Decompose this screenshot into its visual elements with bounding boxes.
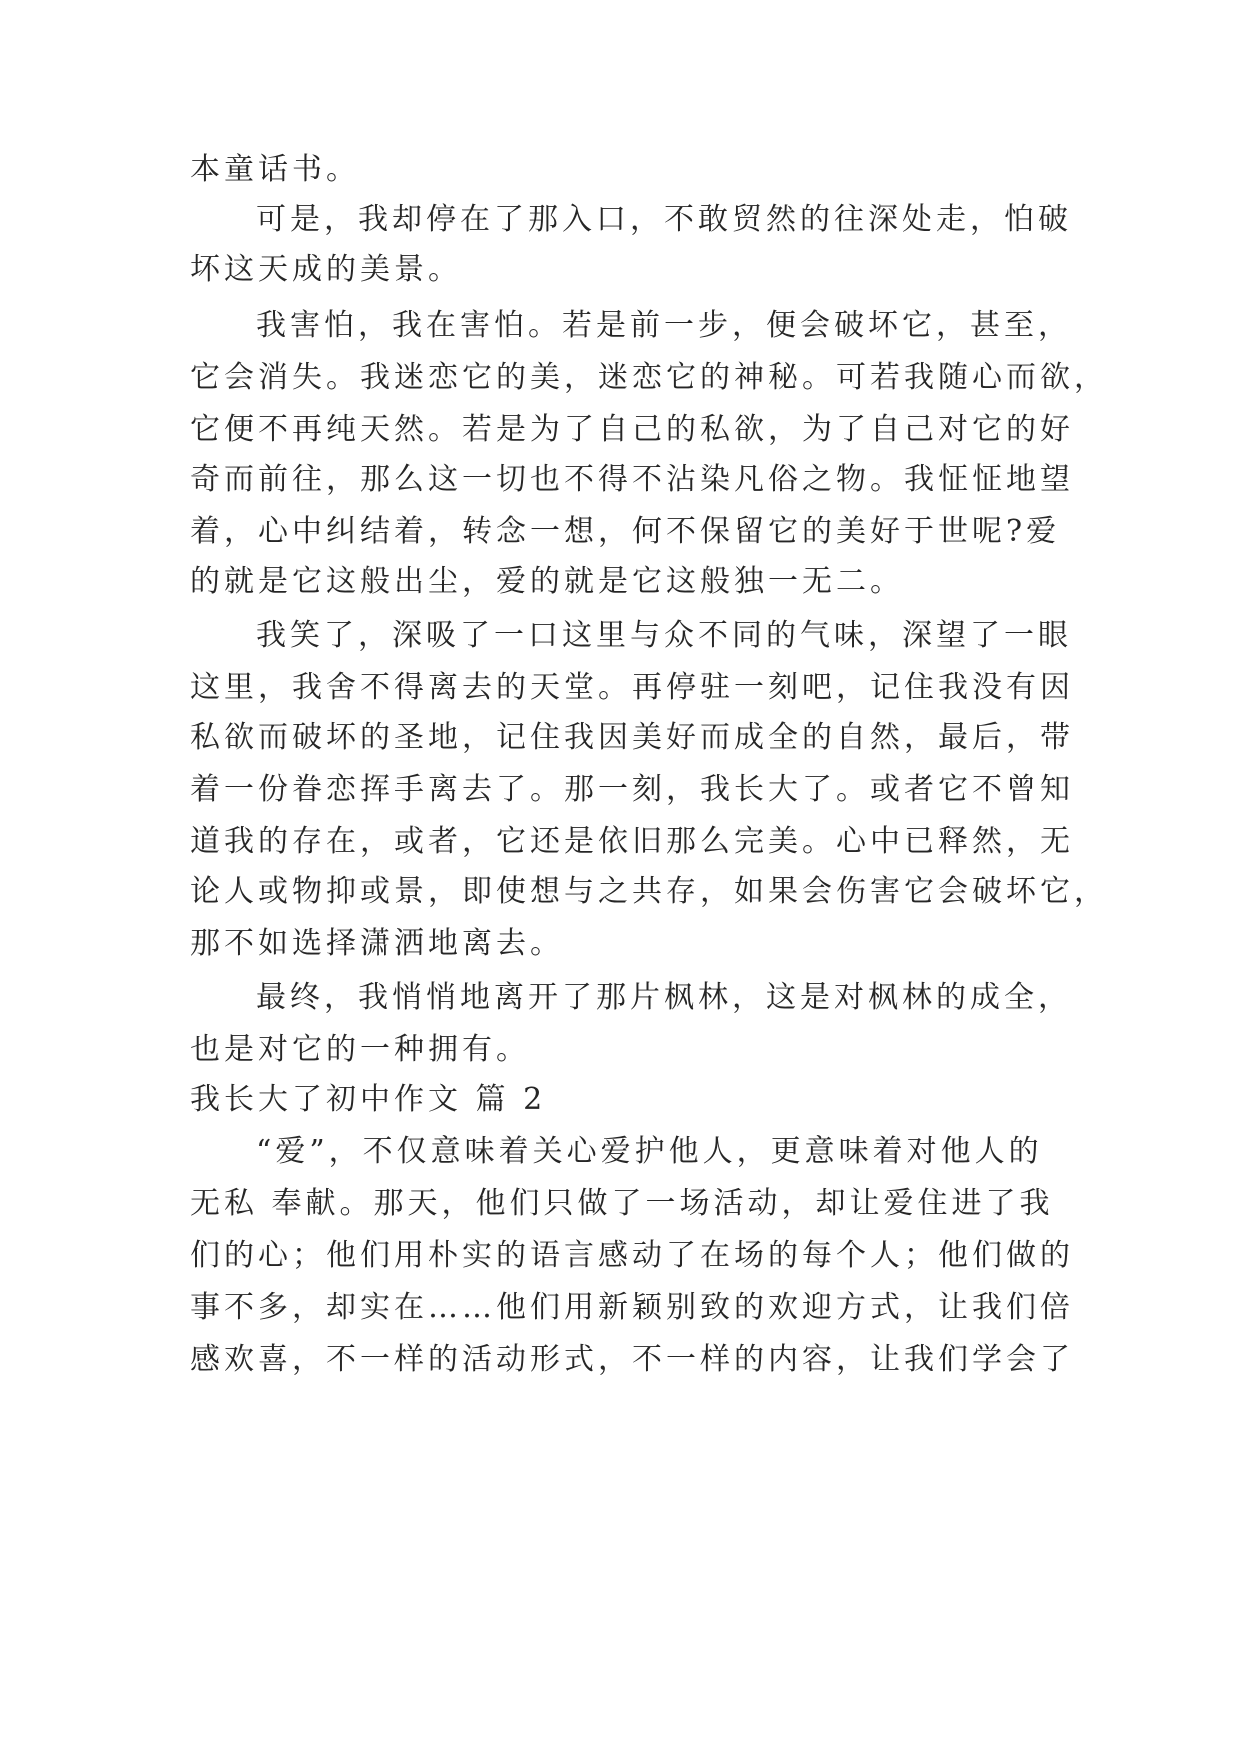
text-line: 它便不再纯天然。若是为了自己的私欲，为了自己对它的好	[190, 412, 1074, 447]
text-line: 着，心中纠结着，转念一想，何不保留它的美好于世呢?爱	[190, 514, 1061, 549]
text-line: 奇而前往，那么这一切也不得不沾染凡俗之物。我怔怔地望	[190, 462, 1074, 497]
paragraph-start-line: 可是，我却停在了那入口，不敢贸然的往深处走，怕破	[256, 202, 1072, 237]
text-line: 这里，我舍不得离去的天堂。再停驻一刻吧，记住我没有因	[190, 670, 1074, 705]
paragraph-start-line: 我笑了，深吸了一口这里与众不同的气味，深望了一眼	[256, 618, 1072, 653]
text-line: 论人或物抑或景，即使想与之共存，如果会伤害它会破坏它，	[190, 874, 1108, 909]
section-heading: 我长大了初中作文 篇 2	[190, 1082, 547, 1117]
text-line: 无私 奉献。那天，他们只做了一场活动，却让爱住进了我	[190, 1186, 1054, 1221]
text-line: 道我的存在，或者，它还是依旧那么完美。心中已释然，无	[190, 824, 1074, 859]
text-line: 也是对它的一种拥有。	[190, 1032, 530, 1067]
text-line: 感欢喜，不一样的活动形式，不一样的内容，让我们学会了	[190, 1342, 1074, 1377]
text-line: 私欲而破坏的圣地，记住我因美好而成全的自然，最后，带	[190, 720, 1074, 755]
text-line: 们的心；他们用朴实的语言感动了在场的每个人；他们做的	[190, 1238, 1074, 1273]
text-line: 的就是它这般出尘，爱的就是它这般独一无二。	[190, 564, 904, 599]
paragraph-start-line: “爱”，不仅意味着关心爱护他人，更意味着对他人的	[256, 1134, 1043, 1169]
paragraph-start-line: 我害怕，我在害怕。若是前一步，便会破坏它，甚至，	[256, 308, 1072, 343]
text-line: 那不如选择潇洒地离去。	[190, 926, 564, 961]
text-line: 着一份眷恋挥手离去了。那一刻，我长大了。或者它不曾知	[190, 772, 1074, 807]
text-line: 它会消失。我迷恋它的美，迷恋它的神秘。可若我随心而欲，	[190, 360, 1108, 395]
text-line: 事不多，却实在……他们用新颖别致的欢迎方式，让我们倍	[190, 1290, 1074, 1325]
text-line: 本童话书。	[190, 152, 360, 187]
text-line: 坏这天成的美景。	[190, 252, 462, 287]
paragraph-start-line: 最终，我悄悄地离开了那片枫林，这是对枫林的成全，	[256, 980, 1072, 1015]
